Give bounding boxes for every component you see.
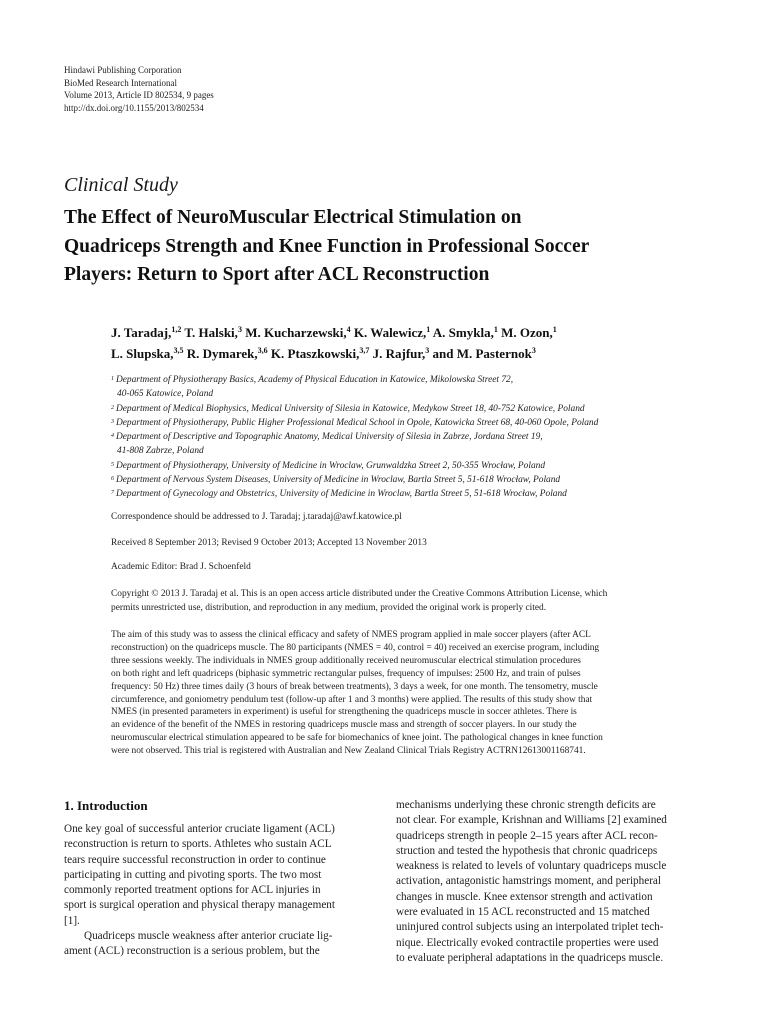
body-line: not clear. For example, Krishnan and Williams [2] examined xyxy=(396,814,667,827)
journal-header xyxy=(64,64,214,114)
copyright-notice xyxy=(111,587,705,615)
body-line: sport is surgical operation and physical therapy management xyxy=(64,899,336,912)
author-affiliation-mark: 1,2 xyxy=(171,325,182,334)
body-line: reconstruction is return to sports. Athletes who sustain ACL xyxy=(64,838,332,851)
title-line: Players: Return to Sport after ACL Reconstruction xyxy=(64,264,490,285)
body-line: activation, antagonistic hamstrings moment, and peripheral xyxy=(396,875,662,888)
body-line: weakness is related to levels of voluntary quadriceps muscle xyxy=(396,860,667,873)
author-affiliation-mark: 4 xyxy=(346,325,351,334)
body-line: changes in muscle. Knee extensor strength and activation xyxy=(396,890,653,903)
affiliation-text: Department of Physiotherapy, University of Medicine in Wroclaw, Grunwaldzka Street 2, 50-355 Wrocław, Poland xyxy=(116,460,546,471)
author-affiliation-mark: 3,5 xyxy=(173,346,184,355)
affiliation-item xyxy=(111,373,711,387)
left-column xyxy=(64,798,372,960)
abstract-line: NMES (in presented parameters in experiment) is useful for strengthening the quadriceps muscle in soccer athletes. There is xyxy=(111,707,577,718)
body-line: ament (ACL) reconstruction is a serious problem, but the xyxy=(64,945,320,958)
abstract-line: frequency: 50 Hz) three times daily (3 hours of break between treatments), 3 days a week, for one month. The tensometry, muscle xyxy=(111,681,598,692)
section-heading: 1. Introduction xyxy=(64,798,148,813)
affiliation-number: 5 xyxy=(111,461,114,468)
abstract-line: The aim of this study was to assess the clinical efficacy and safety of NMES program applied in male soccer players (after ACL xyxy=(111,630,591,640)
affiliation-continuation: 41-808 Zabrze, Poland xyxy=(117,446,204,457)
author-name: A. Smykla, xyxy=(430,325,494,340)
body-line: struction and tested the hypothesis that chronic quadriceps xyxy=(396,844,658,857)
affiliation-text: Department of Physiotherapy Basics, Academy of Physical Education in Katowice, Mikolowska Street 72, xyxy=(116,375,514,385)
body-line: to evaluate peripheral adaptations in the quadriceps muscle. xyxy=(396,951,664,964)
journal-name: BioMed Research International xyxy=(64,77,177,88)
journal-volume: Volume 2013, Article ID 802534, 9 pages xyxy=(64,90,214,100)
abstract-line: were not observed. This trial is registered with Australian and New Zealand Clinical Trials Registry ACTRN12613001168741. xyxy=(111,746,586,757)
title-line: The Effect of NeuroMuscular Electrical Stimulation on xyxy=(64,207,522,228)
body-line: uninjured control subjects using an interpolated triplet tech- xyxy=(396,921,664,934)
academic-editor: Academic Editor: Brad J. Schoenfeld xyxy=(111,562,251,572)
affiliation-number: 7 xyxy=(111,490,114,497)
affiliation-number: 1 xyxy=(111,376,114,382)
abstract xyxy=(111,629,705,758)
abstract-line: reconstruction) on the quadriceps muscle. The 80 participants (NMES = 40, control = 40) received an exercise program, including xyxy=(111,642,600,653)
title-line: Quadriceps Strength and Knee Function in Professional Soccer xyxy=(64,235,590,257)
affiliation-text: Department of Physiotherapy, Public Higher Professional Medical School in Opole, Katowicka Street 68, 40-060 Opole, Poland xyxy=(116,417,599,428)
abstract-line: on both right and left quadriceps (biphasic symmetric rectangular pulses, frequency of impulses: 2500 Hz, and train of pulses xyxy=(111,668,581,679)
intro-paragraph-continued xyxy=(396,798,704,966)
body-line: commonly reported treatment options for ACL injuries in xyxy=(64,884,321,897)
author-name: R. Dymarek, xyxy=(183,346,258,361)
body-line: quadriceps strength in people 2–15 years after ACL recon- xyxy=(396,829,658,842)
affiliation-number: 3 xyxy=(111,418,114,425)
author-affiliation-mark: 1 xyxy=(552,325,557,334)
affiliation-item xyxy=(111,430,711,444)
affiliation-list xyxy=(111,373,711,502)
intro-paragraph-1 xyxy=(64,822,372,929)
abstract-line: three sessions weekly. The individuals in NMES group additionally received neuromuscular electrical stimulation procedures xyxy=(111,655,581,666)
affiliation-item xyxy=(111,459,711,473)
author-affiliation-mark: 3 xyxy=(237,325,242,334)
intro-paragraph-2 xyxy=(64,929,372,960)
abstract-line: an evidence of the benefit of the NMES in restoring quadriceps muscle mass and strength of soccer players. In our study the xyxy=(111,720,577,731)
affiliation-text: Department of Gynecology and Obstetrics, University of Medicine in Wroclaw, Bartla Street 5, 51-618 Wrocław, Poland xyxy=(116,489,567,500)
author-name: M. Kucharzewski, xyxy=(241,325,347,340)
affiliation-item xyxy=(111,402,711,416)
body-line: mechanisms underlying these chronic strength deficits are xyxy=(396,799,656,811)
author-name: K. Walewicz, xyxy=(350,325,427,340)
affiliation-number: 2 xyxy=(111,404,114,411)
article-type: Clinical Study xyxy=(64,174,178,196)
abstract-line: circumference, and goniometry pendulum test (follow-up after 1 and 3 months) were applied. The results of this study show that xyxy=(111,694,593,705)
author-affiliation-mark: 1 xyxy=(426,325,431,334)
affiliation-number: 6 xyxy=(111,476,114,483)
right-column xyxy=(396,798,704,966)
copyright-line: permits unrestricted use, distribution, and reproduction in any medium, provided the original work is properly cited. xyxy=(111,603,547,613)
author-name: M. Ozon, xyxy=(497,325,553,340)
affiliation-item xyxy=(111,473,711,487)
author-affiliation-mark: 3,6 xyxy=(257,346,268,355)
copyright-line: Copyright © 2013 J. Taradaj et al. This is an open access article distributed under the Creative Commons Attribution License, which xyxy=(111,589,608,599)
author-name: J. Taradaj, xyxy=(111,325,172,340)
affiliation-item xyxy=(111,416,711,430)
body-line: participating in cutting and pivoting sports. The two most xyxy=(64,868,322,881)
body-line: nique. Electrically evoked contractile properties were used xyxy=(396,936,659,949)
paper-title xyxy=(64,204,704,290)
author-name: L. Slupska, xyxy=(111,346,174,361)
body-line: Quadriceps muscle weakness after anterior cruciate lig- xyxy=(84,930,333,943)
author-name: T. Halski, xyxy=(181,325,238,340)
affiliation-text: Department of Medical Biophysics, Medical University of Silesia in Katowice, Medykow Street 18, 40-752 Katowice, Poland xyxy=(116,403,585,414)
body-line: were evaluated in 15 ACL reconstructed and 15 matched xyxy=(396,906,650,919)
author-affiliation-mark: 3,7 xyxy=(359,346,370,355)
author-list xyxy=(111,322,711,364)
author-line-2 xyxy=(111,343,711,364)
publisher-name: Hindawi Publishing Corporation xyxy=(64,65,182,75)
author-name: K. Ptaszkowski, xyxy=(267,346,360,361)
author-name: and M. Pasternok xyxy=(429,346,532,361)
author-affiliation-mark: 3 xyxy=(425,346,430,355)
abstract-line: neuromuscular electrical stimulation appeared to be safe for biomechanics of knee joint. The pathological changes in knee function xyxy=(111,733,603,744)
author-line-1 xyxy=(111,322,711,343)
doi-link[interactable]: http://dx.doi.org/10.1155/2013/802534 xyxy=(64,102,204,113)
body-line: tears require successful reconstruction in order to continue xyxy=(64,853,326,866)
author-name: J. Rajfur, xyxy=(369,346,426,361)
affiliation-continuation: 40-065 Katowice, Poland xyxy=(117,389,214,400)
affiliation-number: 4 xyxy=(111,433,114,440)
author-affiliation-mark: 1 xyxy=(493,325,498,334)
correspondence-line: Correspondence should be addressed to J. Taradaj; j.taradaj@awf.katowice.pl xyxy=(111,512,402,522)
received-dates: Received 8 September 2013; Revised 9 October 2013; Accepted 13 November 2013 xyxy=(111,538,427,548)
affiliation-text: Department of Nervous System Diseases, University of Medicine in Wroclaw, Bartla Street 5, 51-618 Wrocław, Poland xyxy=(116,475,561,486)
author-affiliation-mark: 3 xyxy=(531,346,536,355)
affiliation-text: Department of Descriptive and Topographic Anatomy, Medical University of Silesia in Zabrze, Jordana Street 19, xyxy=(116,432,543,443)
body-line: One key goal of successful anterior cruciate ligament (ACL) xyxy=(64,823,335,835)
affiliation-item xyxy=(111,487,711,501)
body-line: [1]. xyxy=(64,914,80,927)
